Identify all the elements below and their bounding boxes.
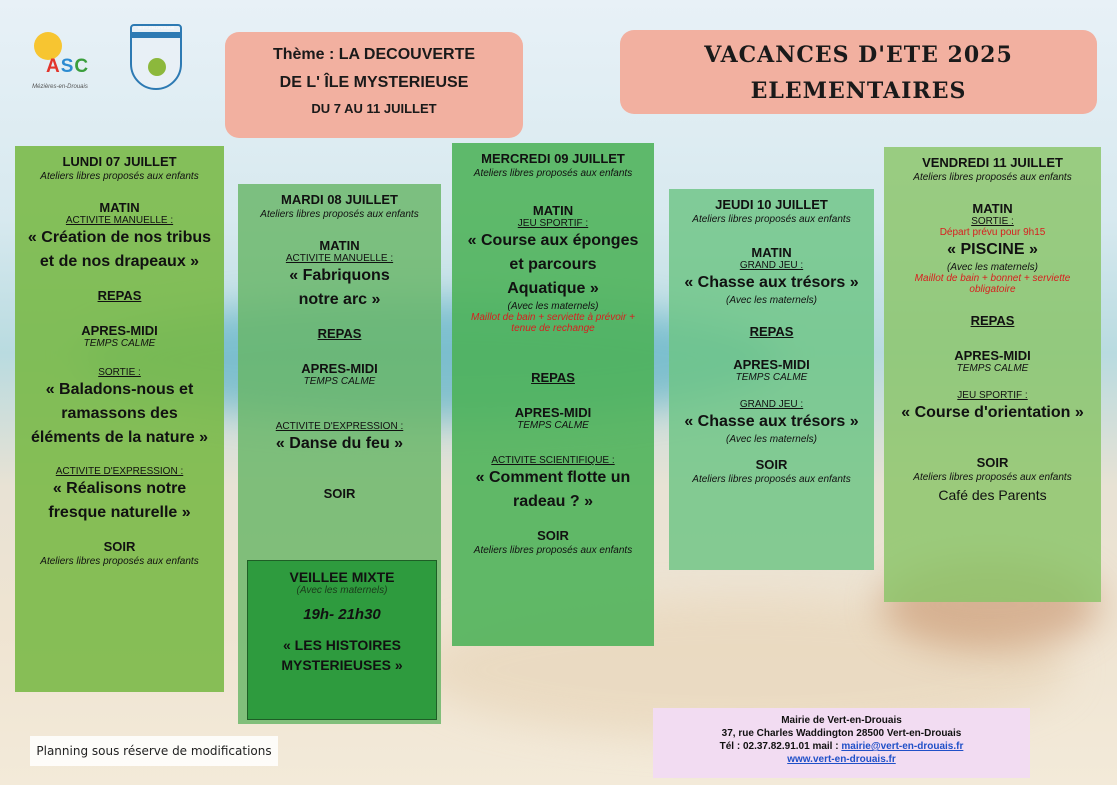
activity-label: ACTIVITE D'EXPRESSION :	[55, 466, 184, 477]
temps-calme: TEMPS CALME	[735, 372, 808, 383]
activity-title: « Chasse aux trésors »	[684, 274, 859, 291]
temps-calme: TEMPS CALME	[83, 338, 156, 349]
phone-text: Tél : 02.37.82.91.01 mail :	[719, 741, 842, 752]
day-column-wednesday	[452, 143, 654, 646]
activity-title: fresque naturelle »	[48, 504, 191, 521]
veillee-time: 19h- 21h30	[303, 606, 381, 623]
soir-subtitle: Ateliers libres proposés aux enfants	[40, 556, 199, 567]
day-title: MERCREDI 09 JUILLET	[481, 151, 625, 166]
activity-warning: Maillot de bain + bonnet + serviette	[914, 273, 1071, 284]
cafe-des-parents: Café des Parents	[938, 487, 1047, 503]
soir-subtitle: Ateliers libres proposés aux enfants	[473, 545, 633, 556]
activity-note: (Avec les maternels)	[507, 301, 599, 312]
veillee-activity: MYSTERIEUSES »	[281, 657, 403, 673]
crest-band	[132, 32, 180, 38]
wheat-icon	[148, 58, 166, 76]
matin-heading: MATIN	[532, 203, 574, 218]
activity-label: GRAND JEU :	[739, 399, 804, 410]
veillee-subtitle: (Avec les maternels)	[296, 585, 388, 596]
asc-logo	[20, 28, 100, 94]
activity-title: Aquatique »	[507, 280, 599, 297]
repas-heading: REPAS	[749, 324, 794, 339]
soir-heading: SOIR	[103, 539, 136, 554]
departure-time: Départ prévu pour 9h15	[939, 227, 1046, 238]
mairie-address: 37, rue Charles Waddington 28500 Vert-en-Drouais	[721, 728, 962, 739]
activity-title: « Réalisons notre	[52, 480, 187, 497]
activity-title: « Création de nos tribus	[27, 229, 212, 246]
disclaimer-note: Planning sous réserve de modifications	[30, 736, 278, 766]
mairie-name: Mairie de Vert-en-Drouais	[781, 715, 902, 726]
town-crest-logo	[130, 24, 182, 90]
activity-title: notre arc »	[298, 291, 381, 308]
theme-line-2: DE L' ÎLE MYSTERIEUSE	[279, 74, 469, 91]
activity-title: « Baladons-nous et	[45, 381, 194, 398]
day-subtitle: Ateliers libres proposés aux enfants	[473, 168, 633, 179]
activity-label: JEU SPORTIF :	[517, 218, 589, 229]
activity-label: ACTIVITE D'EXPRESSION :	[275, 421, 404, 432]
theme-line-1: Thème : LA DECOUVERTE	[272, 46, 476, 63]
repas-heading: REPAS	[970, 313, 1015, 328]
day-title: VENDREDI 11 JUILLET	[922, 155, 1063, 170]
title-box	[620, 30, 1097, 114]
veillee-box	[247, 560, 437, 720]
day-title: MARDI 08 JUILLET	[280, 192, 398, 207]
matin-heading: MATIN	[99, 200, 140, 215]
activity-label: SORTIE :	[971, 216, 1014, 227]
activity-warning: Maillot de bain + serviette à prévoir +	[471, 312, 635, 323]
apres-midi-heading: APRES-MIDI	[514, 405, 592, 420]
activity-note: (Avec les maternels)	[726, 434, 817, 445]
soir-subtitle: Ateliers libres proposés aux enfants	[692, 474, 851, 485]
activity-title: et de nos drapeaux »	[39, 253, 200, 270]
activity-title: « Danse du feu »	[275, 435, 404, 452]
soir-heading: SOIR	[323, 486, 356, 501]
asc-logo-letters: ASC	[46, 56, 90, 77]
activity-title: « Chasse aux trésors »	[684, 413, 859, 430]
apres-midi-heading: APRES-MIDI	[301, 361, 378, 376]
asc-logo-caption: Mézières-en-Drouais	[32, 84, 88, 90]
activity-title: « Comment flotte un	[475, 469, 631, 486]
activity-title: radeau ? »	[512, 493, 594, 510]
activity-note: (Avec les maternels)	[726, 295, 817, 306]
activity-title: « Course d'orientation »	[901, 404, 1084, 421]
soir-heading: SOIR	[976, 455, 1009, 470]
activity-label: ACTIVITE MANUELLE :	[65, 215, 174, 226]
apres-midi-heading: APRES-MIDI	[733, 357, 810, 372]
day-title: LUNDI 07 JUILLET	[62, 154, 177, 169]
temps-calme: TEMPS CALME	[956, 363, 1029, 374]
activity-title: et parcours	[509, 256, 597, 273]
day-column-thursday	[669, 189, 874, 570]
website-link[interactable]: www.vert-en-drouais.fr	[787, 754, 896, 765]
activity-label: ACTIVITE SCIENTIFIQUE :	[491, 455, 615, 466]
veillee-activity: « LES HISTOIRES	[283, 637, 401, 653]
activity-title: éléments de la nature »	[31, 429, 208, 446]
activity-title: ramassons des	[61, 405, 178, 422]
mairie-contact	[653, 740, 1030, 753]
email-link[interactable]: mairie@vert-en-drouais.fr	[841, 741, 964, 752]
repas-heading: REPAS	[97, 288, 142, 303]
temps-calme: TEMPS CALME	[517, 420, 589, 431]
activity-label: JEU SPORTIF :	[957, 390, 1028, 401]
theme-box	[225, 32, 523, 138]
day-column-monday	[15, 146, 224, 692]
activity-title: « Course aux éponges	[467, 232, 639, 249]
repas-heading: REPAS	[317, 326, 362, 341]
activity-title: « Fabriquons	[289, 267, 390, 284]
day-subtitle: Ateliers libres proposés aux enfants	[913, 172, 1072, 183]
activity-label: ACTIVITE MANUELLE :	[285, 253, 394, 264]
soir-heading: SOIR	[537, 528, 569, 543]
activity-title: « PISCINE »	[947, 241, 1038, 258]
soir-subtitle: Ateliers libres proposés aux enfants	[913, 472, 1072, 483]
day-subtitle: Ateliers libres proposés aux enfants	[692, 214, 851, 225]
activity-note: (Avec les maternels)	[947, 262, 1038, 273]
title-line-2: ELEMENTAIRES	[750, 78, 967, 104]
mairie-contact-box	[653, 708, 1030, 778]
day-subtitle: Ateliers libres proposés aux enfants	[40, 171, 199, 182]
crest-caption: VERT-EN-DROUAIS	[137, 25, 175, 30]
activity-label: SORTIE :	[98, 367, 141, 378]
activity-label: GRAND JEU :	[739, 260, 804, 271]
activity-warning: obligatoire	[969, 284, 1016, 295]
temps-calme: TEMPS CALME	[303, 376, 376, 387]
matin-heading: MATIN	[972, 201, 1013, 216]
soir-heading: SOIR	[755, 457, 788, 472]
matin-heading: MATIN	[751, 245, 792, 260]
apres-midi-heading: APRES-MIDI	[81, 323, 158, 338]
veillee-title: VEILLEE MIXTE	[289, 569, 395, 585]
theme-dates: DU 7 AU 11 JUILLET	[311, 101, 437, 116]
title-line-1: VACANCES D'ETE 2025	[704, 42, 1013, 68]
day-title: JEUDI 10 JUILLET	[715, 197, 828, 212]
matin-heading: MATIN	[319, 238, 360, 253]
day-column-friday	[884, 147, 1101, 602]
activity-warning: tenue de rechange	[511, 323, 595, 334]
day-subtitle: Ateliers libres proposés aux enfants	[260, 209, 419, 220]
apres-midi-heading: APRES-MIDI	[954, 348, 1031, 363]
repas-heading: REPAS	[531, 370, 575, 385]
